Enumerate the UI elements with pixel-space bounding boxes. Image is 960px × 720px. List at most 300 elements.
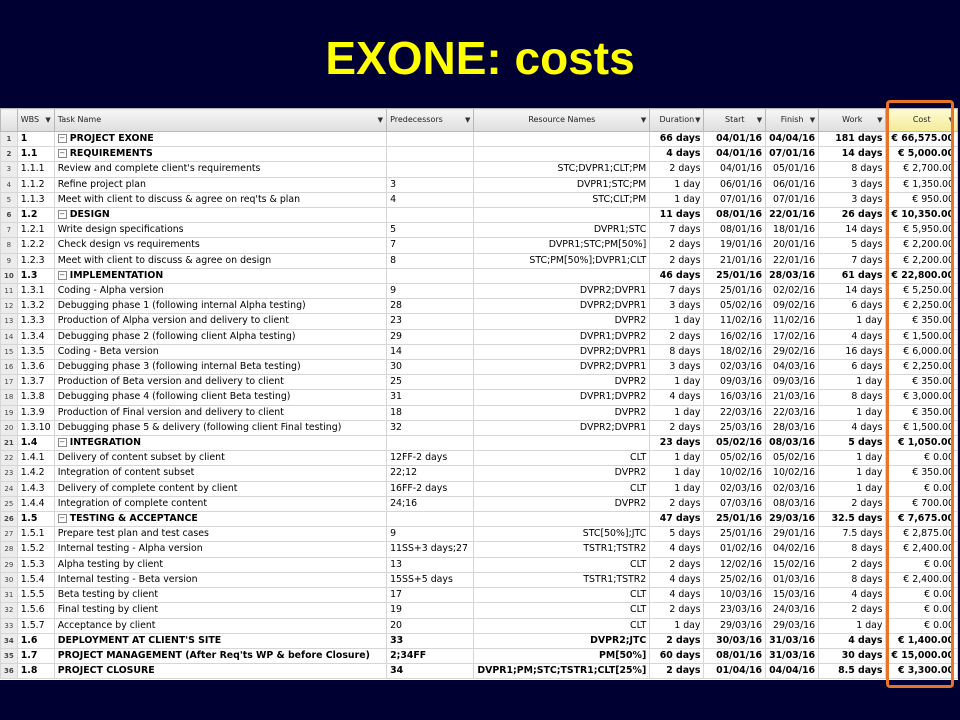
work-cell[interactable]: 16 days <box>819 344 886 359</box>
finish-cell[interactable]: 29/02/16 <box>766 344 819 359</box>
cost-cell[interactable]: € 1,500.00 <box>886 420 958 435</box>
task-name-cell[interactable] <box>54 496 386 511</box>
wbs-cell[interactable]: 1.5.7 <box>17 618 54 633</box>
resource-names-cell[interactable]: STC[50%];JTC <box>474 527 650 542</box>
task-row[interactable] <box>1 572 958 587</box>
cost-cell[interactable]: € 3,000.00 <box>886 390 958 405</box>
start-cell[interactable]: 18/02/16 <box>704 344 766 359</box>
work-cell[interactable]: 14 days <box>819 147 886 162</box>
task-name-cell[interactable] <box>54 618 386 633</box>
cost-cell[interactable]: € 22,800.00 <box>886 268 958 283</box>
predecessors-cell[interactable]: 30 <box>387 360 474 375</box>
cost-cell[interactable]: € 350.00 <box>886 466 958 481</box>
resource-names-cell[interactable]: DVPR2;DVPR1 <box>474 360 650 375</box>
wbs-cell[interactable]: 1.5.2 <box>17 542 54 557</box>
task-name-cell[interactable] <box>54 633 386 648</box>
start-cell[interactable]: 09/03/16 <box>704 375 766 390</box>
resource-names-cell[interactable]: STC;PM[50%];DVPR1;CLT <box>474 253 650 268</box>
col-header-cost[interactable] <box>886 109 958 132</box>
task-name-cell[interactable] <box>54 208 386 223</box>
resource-names-cell[interactable]: DVPR1;DVPR2 <box>474 390 650 405</box>
row-number[interactable]: 34 <box>1 633 18 648</box>
duration-cell[interactable]: 1 day <box>650 451 704 466</box>
cost-cell[interactable]: € 6,000.00 <box>886 344 958 359</box>
work-cell[interactable]: 2 days <box>819 603 886 618</box>
start-cell[interactable]: 21/01/16 <box>704 253 766 268</box>
predecessors-cell[interactable]: 14 <box>387 344 474 359</box>
row-number[interactable]: 18 <box>1 390 18 405</box>
task-row[interactable] <box>1 177 958 192</box>
wbs-cell[interactable]: 1.3.3 <box>17 314 54 329</box>
predecessors-cell[interactable]: 2;34FF <box>387 648 474 663</box>
finish-cell[interactable]: 01/03/16 <box>766 572 819 587</box>
finish-cell[interactable]: 05/01/16 <box>766 162 819 177</box>
duration-cell[interactable]: 4 days <box>650 147 704 162</box>
task-row[interactable] <box>1 132 958 147</box>
duration-cell[interactable]: 7 days <box>650 284 704 299</box>
duration-cell[interactable]: 2 days <box>650 603 704 618</box>
finish-cell[interactable]: 29/03/16 <box>766 512 819 527</box>
duration-cell[interactable]: 2 days <box>650 496 704 511</box>
finish-cell[interactable]: 28/03/16 <box>766 420 819 435</box>
col-header-task-name[interactable] <box>54 109 386 132</box>
task-name-cell[interactable] <box>54 512 386 527</box>
cost-cell[interactable]: € 1,500.00 <box>886 329 958 344</box>
row-number[interactable]: 9 <box>1 253 18 268</box>
work-cell[interactable]: 1 day <box>819 405 886 420</box>
task-name-cell[interactable] <box>54 451 386 466</box>
cost-cell[interactable]: € 0.00 <box>886 451 958 466</box>
finish-cell[interactable]: 31/03/16 <box>766 633 819 648</box>
wbs-cell[interactable]: 1.5.3 <box>17 557 54 572</box>
duration-cell[interactable]: 4 days <box>650 390 704 405</box>
cost-cell[interactable]: € 2,400.00 <box>886 542 958 557</box>
work-cell[interactable]: 1 day <box>819 618 886 633</box>
task-row[interactable] <box>1 451 958 466</box>
row-number[interactable]: 10 <box>1 268 18 283</box>
work-cell[interactable]: 1 day <box>819 314 886 329</box>
wbs-cell[interactable]: 1.6 <box>17 633 54 648</box>
wbs-cell[interactable]: 1.3.4 <box>17 329 54 344</box>
resource-names-cell[interactable]: STC;CLT;PM <box>474 192 650 207</box>
finish-cell[interactable]: 24/03/16 <box>766 603 819 618</box>
row-number[interactable]: 2 <box>1 147 18 162</box>
cost-cell[interactable]: € 2,700.00 <box>886 162 958 177</box>
wbs-cell[interactable]: 1.3.5 <box>17 344 54 359</box>
work-cell[interactable]: 61 days <box>819 268 886 283</box>
dropdown-arrow-icon[interactable]: ▼ <box>464 116 471 124</box>
start-cell[interactable]: 10/03/16 <box>704 588 766 603</box>
predecessors-cell[interactable]: 31 <box>387 390 474 405</box>
task-name-cell[interactable] <box>54 314 386 329</box>
wbs-cell[interactable]: 1.1.1 <box>17 162 54 177</box>
duration-cell[interactable]: 2 days <box>650 557 704 572</box>
finish-cell[interactable]: 04/04/16 <box>766 664 819 679</box>
predecessors-cell[interactable] <box>387 147 474 162</box>
start-cell[interactable]: 07/01/16 <box>704 192 766 207</box>
cost-cell[interactable]: € 5,950.00 <box>886 223 958 238</box>
finish-cell[interactable]: 05/02/16 <box>766 451 819 466</box>
finish-cell[interactable]: 22/01/16 <box>766 208 819 223</box>
finish-cell[interactable]: 10/02/16 <box>766 466 819 481</box>
resource-names-cell[interactable] <box>474 147 650 162</box>
wbs-cell[interactable]: 1.4.4 <box>17 496 54 511</box>
task-row[interactable] <box>1 192 958 207</box>
cost-cell[interactable]: € 0.00 <box>886 481 958 496</box>
resource-names-cell[interactable]: CLT <box>474 588 650 603</box>
task-name-cell[interactable] <box>54 177 386 192</box>
task-name-cell[interactable] <box>54 436 386 451</box>
cost-cell[interactable]: € 7,675.00 <box>886 512 958 527</box>
resource-names-cell[interactable]: TSTR1;TSTR2 <box>474 572 650 587</box>
predecessors-cell[interactable] <box>387 208 474 223</box>
resource-names-cell[interactable]: DVPR2 <box>474 466 650 481</box>
finish-cell[interactable]: 09/02/16 <box>766 299 819 314</box>
finish-cell[interactable]: 04/04/16 <box>766 132 819 147</box>
work-cell[interactable]: 32.5 days <box>819 512 886 527</box>
collapse-toggle-icon[interactable]: − <box>59 514 66 523</box>
duration-cell[interactable]: 1 day <box>650 314 704 329</box>
predecessors-cell[interactable]: 24;16 <box>387 496 474 511</box>
work-cell[interactable]: 14 days <box>819 284 886 299</box>
duration-cell[interactable]: 47 days <box>650 512 704 527</box>
predecessors-cell[interactable]: 34 <box>387 664 474 679</box>
cost-cell[interactable]: € 2,250.00 <box>886 360 958 375</box>
task-row[interactable] <box>1 147 958 162</box>
duration-cell[interactable]: 2 days <box>650 162 704 177</box>
task-row[interactable] <box>1 238 958 253</box>
resource-names-cell[interactable] <box>474 512 650 527</box>
duration-cell[interactable]: 60 days <box>650 648 704 663</box>
cost-cell[interactable]: € 700.00 <box>886 496 958 511</box>
cost-cell[interactable]: € 350.00 <box>886 314 958 329</box>
wbs-cell[interactable]: 1.5.1 <box>17 527 54 542</box>
work-cell[interactable]: 5 days <box>819 436 886 451</box>
start-cell[interactable]: 10/02/16 <box>704 466 766 481</box>
task-name-cell[interactable] <box>54 299 386 314</box>
start-cell[interactable]: 12/02/16 <box>704 557 766 572</box>
resource-names-cell[interactable]: CLT <box>474 557 650 572</box>
col-header-duration[interactable] <box>650 109 704 132</box>
resource-names-cell[interactable] <box>474 132 650 147</box>
row-number[interactable]: 11 <box>1 284 18 299</box>
col-header-resource-names[interactable] <box>474 109 650 132</box>
row-number[interactable]: 36 <box>1 664 18 679</box>
finish-cell[interactable]: 11/02/16 <box>766 314 819 329</box>
task-name-cell[interactable] <box>54 284 386 299</box>
predecessors-cell[interactable]: 20 <box>387 618 474 633</box>
resource-names-cell[interactable] <box>474 268 650 283</box>
wbs-cell[interactable]: 1 <box>17 132 54 147</box>
wbs-cell[interactable]: 1.3.9 <box>17 405 54 420</box>
resource-names-cell[interactable]: DVPR1;PM;STC;TSTR1;CLT[25%] <box>474 664 650 679</box>
collapse-toggle-icon[interactable]: − <box>59 438 66 447</box>
row-number[interactable]: 1 <box>1 132 18 147</box>
task-row[interactable] <box>1 162 958 177</box>
row-number[interactable]: 15 <box>1 344 18 359</box>
duration-cell[interactable]: 4 days <box>650 542 704 557</box>
cost-cell[interactable]: € 1,050.00 <box>886 436 958 451</box>
work-cell[interactable]: 7.5 days <box>819 527 886 542</box>
work-cell[interactable]: 8 days <box>819 572 886 587</box>
predecessors-cell[interactable]: 18 <box>387 405 474 420</box>
duration-cell[interactable]: 1 day <box>650 466 704 481</box>
task-name-cell[interactable] <box>54 162 386 177</box>
row-number[interactable]: 16 <box>1 360 18 375</box>
finish-cell[interactable]: 08/03/16 <box>766 496 819 511</box>
predecessors-cell[interactable]: 3 <box>387 177 474 192</box>
task-name-cell[interactable] <box>54 375 386 390</box>
work-cell[interactable]: 1 day <box>819 451 886 466</box>
cost-cell[interactable]: € 10,350.00 <box>886 208 958 223</box>
resource-names-cell[interactable]: CLT <box>474 603 650 618</box>
duration-cell[interactable]: 1 day <box>650 192 704 207</box>
cost-cell[interactable]: € 950.00 <box>886 192 958 207</box>
resource-names-cell[interactable]: DVPR2;JTC <box>474 633 650 648</box>
cost-cell[interactable]: € 2,250.00 <box>886 299 958 314</box>
predecessors-cell[interactable] <box>387 162 474 177</box>
work-cell[interactable]: 6 days <box>819 299 886 314</box>
work-cell[interactable]: 2 days <box>819 557 886 572</box>
task-row[interactable] <box>1 375 958 390</box>
task-row[interactable] <box>1 542 958 557</box>
finish-cell[interactable]: 08/03/16 <box>766 436 819 451</box>
duration-cell[interactable]: 23 days <box>650 436 704 451</box>
resource-names-cell[interactable]: DVPR1;DVPR2 <box>474 329 650 344</box>
start-cell[interactable]: 29/03/16 <box>704 618 766 633</box>
cost-cell[interactable]: € 5,250.00 <box>886 284 958 299</box>
resource-names-cell[interactable]: DVPR2;DVPR1 <box>474 344 650 359</box>
wbs-cell[interactable]: 1.1.3 <box>17 192 54 207</box>
predecessors-cell[interactable] <box>387 132 474 147</box>
task-name-cell[interactable] <box>54 344 386 359</box>
task-name-cell[interactable] <box>54 648 386 663</box>
finish-cell[interactable]: 22/01/16 <box>766 253 819 268</box>
work-cell[interactable]: 4 days <box>819 588 886 603</box>
task-name-cell[interactable] <box>54 147 386 162</box>
row-number[interactable]: 22 <box>1 451 18 466</box>
duration-cell[interactable]: 4 days <box>650 572 704 587</box>
row-number[interactable]: 32 <box>1 603 18 618</box>
work-cell[interactable]: 4 days <box>819 329 886 344</box>
resource-names-cell[interactable]: DVPR2;DVPR1 <box>474 299 650 314</box>
work-cell[interactable]: 30 days <box>819 648 886 663</box>
task-name-cell[interactable] <box>54 588 386 603</box>
dropdown-arrow-icon[interactable]: ▼ <box>756 116 763 124</box>
resource-names-cell[interactable]: CLT <box>474 618 650 633</box>
cost-cell[interactable]: € 1,350.00 <box>886 177 958 192</box>
task-row[interactable] <box>1 284 958 299</box>
predecessors-cell[interactable]: 8 <box>387 253 474 268</box>
finish-cell[interactable]: 18/01/16 <box>766 223 819 238</box>
duration-cell[interactable]: 2 days <box>650 633 704 648</box>
duration-cell[interactable]: 1 day <box>650 481 704 496</box>
finish-cell[interactable]: 15/03/16 <box>766 588 819 603</box>
dropdown-arrow-icon[interactable]: ▼ <box>809 116 816 124</box>
task-name-cell[interactable] <box>54 466 386 481</box>
finish-cell[interactable]: 17/02/16 <box>766 329 819 344</box>
predecessors-cell[interactable]: 23 <box>387 314 474 329</box>
predecessors-cell[interactable]: 29 <box>387 329 474 344</box>
wbs-cell[interactable]: 1.3.2 <box>17 299 54 314</box>
duration-cell[interactable]: 1 day <box>650 375 704 390</box>
start-cell[interactable]: 07/03/16 <box>704 496 766 511</box>
duration-cell[interactable]: 3 days <box>650 360 704 375</box>
cost-cell[interactable]: € 0.00 <box>886 588 958 603</box>
wbs-cell[interactable]: 1.5 <box>17 512 54 527</box>
row-number[interactable]: 31 <box>1 588 18 603</box>
predecessors-cell[interactable]: 15SS+5 days <box>387 572 474 587</box>
start-cell[interactable]: 06/01/16 <box>704 177 766 192</box>
cost-cell[interactable]: € 1,400.00 <box>886 633 958 648</box>
duration-cell[interactable]: 8 days <box>650 344 704 359</box>
row-number[interactable]: 8 <box>1 238 18 253</box>
finish-cell[interactable]: 06/01/16 <box>766 177 819 192</box>
cost-cell[interactable]: € 2,200.00 <box>886 253 958 268</box>
predecessors-cell[interactable] <box>387 436 474 451</box>
work-cell[interactable]: 2 days <box>819 496 886 511</box>
resource-names-cell[interactable]: CLT <box>474 481 650 496</box>
finish-cell[interactable]: 04/02/16 <box>766 542 819 557</box>
row-number[interactable]: 28 <box>1 542 18 557</box>
work-cell[interactable]: 8 days <box>819 162 886 177</box>
col-header-finish[interactable] <box>766 109 819 132</box>
resource-names-cell[interactable]: DVPR1;STC;PM[50%] <box>474 238 650 253</box>
wbs-cell[interactable]: 1.5.6 <box>17 603 54 618</box>
predecessors-cell[interactable]: 13 <box>387 557 474 572</box>
wbs-cell[interactable]: 1.4.1 <box>17 451 54 466</box>
cost-cell[interactable]: € 0.00 <box>886 603 958 618</box>
duration-cell[interactable]: 2 days <box>650 664 704 679</box>
duration-cell[interactable]: 46 days <box>650 268 704 283</box>
work-cell[interactable]: 4 days <box>819 420 886 435</box>
cost-cell[interactable]: € 0.00 <box>886 557 958 572</box>
finish-cell[interactable]: 29/03/16 <box>766 618 819 633</box>
start-cell[interactable]: 25/03/16 <box>704 420 766 435</box>
row-number[interactable]: 25 <box>1 496 18 511</box>
task-row[interactable] <box>1 436 958 451</box>
cost-cell[interactable]: € 5,000.00 <box>886 147 958 162</box>
finish-cell[interactable]: 04/03/16 <box>766 360 819 375</box>
predecessors-cell[interactable]: 5 <box>387 223 474 238</box>
collapse-toggle-icon[interactable]: − <box>59 270 66 279</box>
start-cell[interactable]: 08/01/16 <box>704 208 766 223</box>
wbs-cell[interactable]: 1.5.5 <box>17 588 54 603</box>
row-number[interactable]: 26 <box>1 512 18 527</box>
col-header-start[interactable] <box>704 109 766 132</box>
row-number[interactable]: 33 <box>1 618 18 633</box>
resource-names-cell[interactable]: PM[50%] <box>474 648 650 663</box>
dropdown-arrow-icon[interactable]: ▼ <box>948 116 954 124</box>
predecessors-cell[interactable]: 9 <box>387 527 474 542</box>
resource-names-cell[interactable]: CLT <box>474 451 650 466</box>
resource-names-cell[interactable]: TSTR1;TSTR2 <box>474 542 650 557</box>
duration-cell[interactable]: 11 days <box>650 208 704 223</box>
work-cell[interactable]: 1 day <box>819 481 886 496</box>
start-cell[interactable]: 02/03/16 <box>704 481 766 496</box>
duration-cell[interactable]: 2 days <box>650 420 704 435</box>
cost-cell[interactable]: € 3,300.00 <box>886 664 958 679</box>
task-row[interactable] <box>1 664 958 679</box>
predecessors-cell[interactable]: 16FF-2 days <box>387 481 474 496</box>
task-name-cell[interactable] <box>54 390 386 405</box>
task-name-cell[interactable] <box>54 238 386 253</box>
duration-cell[interactable]: 66 days <box>650 132 704 147</box>
duration-cell[interactable]: 4 days <box>650 588 704 603</box>
duration-cell[interactable]: 2 days <box>650 253 704 268</box>
cost-cell[interactable]: € 2,400.00 <box>886 572 958 587</box>
start-cell[interactable]: 01/04/16 <box>704 664 766 679</box>
start-cell[interactable]: 25/01/16 <box>704 527 766 542</box>
collapse-toggle-icon[interactable]: − <box>59 134 66 142</box>
cost-cell[interactable]: € 350.00 <box>886 405 958 420</box>
row-number[interactable]: 13 <box>1 314 18 329</box>
work-cell[interactable]: 4 days <box>819 633 886 648</box>
cost-cell[interactable]: € 66,575.00 <box>886 132 958 147</box>
predecessors-cell[interactable]: 25 <box>387 375 474 390</box>
start-cell[interactable]: 02/03/16 <box>704 360 766 375</box>
row-number[interactable]: 17 <box>1 375 18 390</box>
task-row[interactable] <box>1 360 958 375</box>
predecessors-cell[interactable] <box>387 268 474 283</box>
task-row[interactable] <box>1 405 958 420</box>
start-cell[interactable]: 05/02/16 <box>704 451 766 466</box>
resource-names-cell[interactable] <box>474 208 650 223</box>
work-cell[interactable]: 6 days <box>819 360 886 375</box>
dropdown-arrow-icon[interactable]: ▼ <box>377 116 384 124</box>
resource-names-cell[interactable]: DVPR2 <box>474 405 650 420</box>
work-cell[interactable]: 1 day <box>819 466 886 481</box>
task-name-cell[interactable] <box>54 405 386 420</box>
wbs-cell[interactable]: 1.1.2 <box>17 177 54 192</box>
task-row[interactable] <box>1 329 958 344</box>
finish-cell[interactable]: 28/03/16 <box>766 268 819 283</box>
finish-cell[interactable]: 07/01/16 <box>766 147 819 162</box>
predecessors-cell[interactable]: 12FF-2 days <box>387 451 474 466</box>
task-row[interactable] <box>1 603 958 618</box>
resource-names-cell[interactable]: DVPR2 <box>474 375 650 390</box>
wbs-cell[interactable]: 1.4.2 <box>17 466 54 481</box>
wbs-cell[interactable]: 1.3.8 <box>17 390 54 405</box>
row-number[interactable]: 7 <box>1 223 18 238</box>
start-cell[interactable]: 19/01/16 <box>704 238 766 253</box>
finish-cell[interactable]: 22/03/16 <box>766 405 819 420</box>
task-row[interactable] <box>1 268 958 283</box>
predecessors-cell[interactable]: 28 <box>387 299 474 314</box>
task-row[interactable] <box>1 496 958 511</box>
task-row[interactable] <box>1 618 958 633</box>
duration-cell[interactable]: 1 day <box>650 177 704 192</box>
wbs-cell[interactable]: 1.4 <box>17 436 54 451</box>
task-row[interactable] <box>1 481 958 496</box>
predecessors-cell[interactable]: 4 <box>387 192 474 207</box>
start-cell[interactable]: 25/01/16 <box>704 512 766 527</box>
cost-cell[interactable]: € 350.00 <box>886 375 958 390</box>
wbs-cell[interactable]: 1.3.1 <box>17 284 54 299</box>
predecessors-cell[interactable]: 33 <box>387 633 474 648</box>
col-header-work[interactable] <box>819 109 886 132</box>
wbs-cell[interactable]: 1.1 <box>17 147 54 162</box>
task-name-cell[interactable] <box>54 132 386 147</box>
wbs-cell[interactable]: 1.3 <box>17 268 54 283</box>
task-row[interactable] <box>1 390 958 405</box>
work-cell[interactable]: 26 days <box>819 208 886 223</box>
row-number[interactable]: 4 <box>1 177 18 192</box>
predecessors-cell[interactable] <box>387 512 474 527</box>
work-cell[interactable]: 3 days <box>819 177 886 192</box>
resource-names-cell[interactable]: DVPR2;DVPR1 <box>474 284 650 299</box>
task-name-cell[interactable] <box>54 192 386 207</box>
